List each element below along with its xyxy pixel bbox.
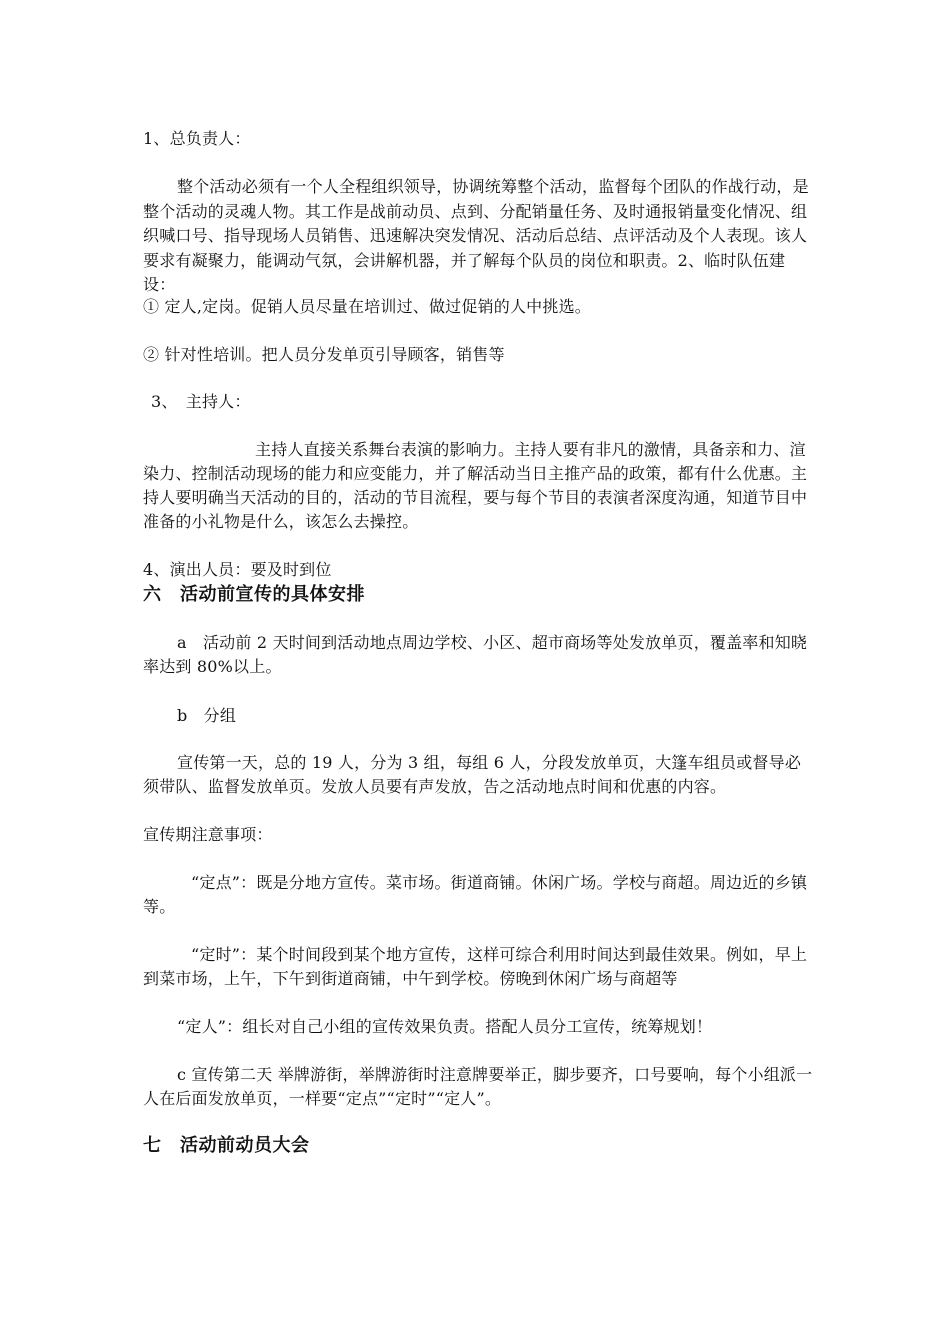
item-a-paragraph: a 活动前 2 天时间到活动地点周边学校、小区、超市商场等处发放单页，覆盖率和知晓率达到 80%以上。: [143, 633, 808, 676]
fixed-location-paragraph: “定点”：既是分地方宣传。菜市场。街道商铺。休闲广场。学校与商超。周边近的乡镇等。: [143, 873, 808, 916]
fixed-time-paragraph: “定时”：某个时间段到某个地方宣传，这样可综合利用时间达到最佳效果。例如，早上到菜市场，上午，下午到街道商铺，中午到学校。傍晚到休闲广场与商超等: [143, 945, 808, 988]
list-item-2: ② 针对性培训。把人员分发单页引导顾客，销售等: [143, 345, 505, 364]
section-3-title: 3、 主持人：: [151, 392, 251, 411]
general-manager-paragraph: 整个活动必须有一个人全程组织领导，协调统筹整个活动，监督每个团队的作战行动，是整个活动的灵魂人物。其工作是战前动员、点到、分配销量任务、及时通报销量变化情况、组织喊口号、指导现场人员销售、迅速解决突发情况、活动后总结、点评活动及个人表现。该人要求有凝聚力，能调动气氛，会讲解机器，并了解每个队员的岗位和职责。2、临时队伍建设：: [143, 177, 809, 294]
heading-section-6: 六 活动前宣传的具体安排: [143, 584, 365, 605]
section-4-title: 4、演出人员：要及时到位: [143, 560, 332, 579]
day-one-paragraph: 宣传第一天，总的 19 人，分为 3 组，每组 6 人，分段发放单页，大篷车组员或督导必须带队、监督发放单页。发放人员要有声发放，告之活动地点时间和优惠的内容。: [143, 753, 802, 796]
section-1-title: 1、总负责人：: [143, 129, 251, 148]
notes-title: 宣传期注意事项：: [143, 825, 273, 844]
item-b-title: b 分组: [177, 706, 237, 725]
item-c-paragraph: c 宣传第二天 举牌游街，举牌游街时注意牌要举正，脚步要齐，口号要响，每个小组派一人在后面发放单页，一样要“定点”“定时”“定人”。: [143, 1065, 813, 1108]
fixed-person-paragraph: “定人”：组长对自己小组的宣传效果负责。搭配人员分工宣传，统筹规划！: [177, 1017, 713, 1036]
host-paragraph: 主持人直接关系舞台表演的影响力。主持人要有非凡的激情，具备亲和力、渲染力、控制活动现场的能力和应变能力，并了解活动当日主推产品的政策，都有什么优惠。主持人要明确当天活动的目的，活动的节目流程，要与每个节目的表演者深度沟通，知道节目中准备的小礼物是什么，该怎么去操控。: [143, 440, 808, 531]
heading-section-7: 七 活动前动员大会: [143, 1135, 310, 1156]
list-item-1: ① 定人,定岗。促销人员尽量在培训过、做过促销的人中挑选。: [143, 297, 591, 316]
